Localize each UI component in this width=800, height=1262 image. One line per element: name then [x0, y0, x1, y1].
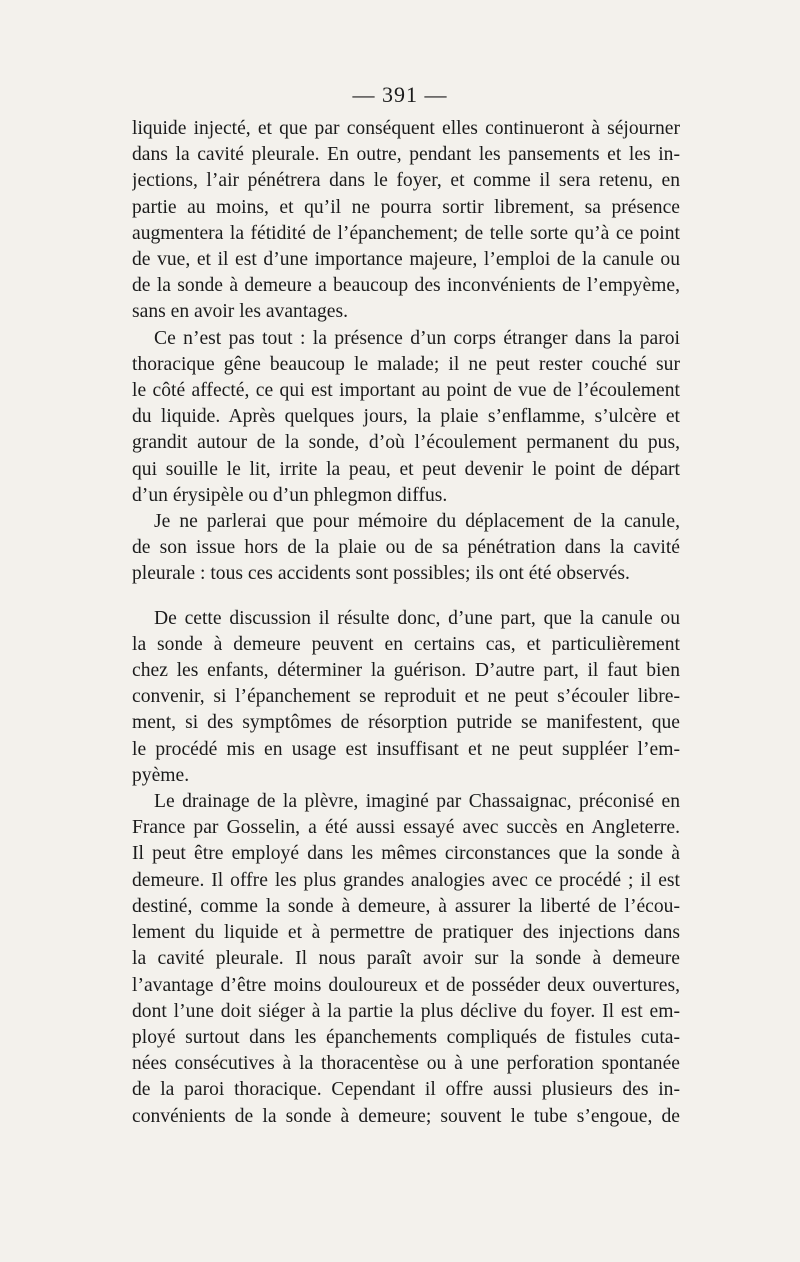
paragraph: [132, 116, 680, 326]
text-line: qui souille le lit, irrite la peau, et peut devenir le point de départ: [132, 458, 680, 480]
text-line: partie au moins, et qu’il ne pourra sortir librement, sa présence: [132, 196, 680, 218]
text-line: liquide injecté, et que par conséquent elles continueront à séjourner: [132, 118, 680, 139]
text-line: demeure. Il offre les plus grandes analogies avec ce procédé ; il est: [132, 869, 680, 891]
text-line: Je ne parlerai que pour mémoire du déplacement de la canule,: [154, 511, 680, 533]
text-line: convénients de la sonde à demeure; souvent le tube s’engoue, de: [132, 1105, 680, 1127]
text-line: grandit autour de la sonde, d’où l’écoulement permanent du pus,: [132, 432, 680, 454]
text-line: ployé surtout dans les épanchements compliqués de fistules cuta-: [132, 1026, 680, 1048]
text-line: la sonde à demeure peuvent en certains cas, et particulièrement: [132, 633, 680, 655]
text-line: destiné, comme la sonde à demeure, à assurer la liberté de l’écou-: [132, 895, 680, 917]
body-text: [132, 116, 680, 1130]
text-line: pyème.: [132, 764, 190, 786]
text-line: de vue, et il est d’une importance majeure, l’emploi de la canule ou: [132, 249, 680, 271]
text-line: lement du liquide et à permettre de pratiquer des injections dans: [132, 922, 680, 944]
text-line: sans en avoir les avantages.: [132, 301, 349, 323]
text-line: chez les enfants, déterminer la guérison. D’autre part, il faut bien: [132, 660, 680, 682]
text-line: le côté affecté, ce qui est important au point de vue de l’écoulement: [132, 380, 680, 402]
text-line: nées consécutives à la thoracentèse ou à une perforation spontanée: [132, 1053, 680, 1075]
text-line: France par Gosselin, a été aussi essayé avec succès en Angleterre.: [132, 817, 680, 839]
text-line: ment, si des symptômes de résorption putride se manifestent, que: [132, 712, 680, 734]
text-line: de la paroi thoracique. Cependant il offre aussi plusieurs des in-: [132, 1079, 680, 1101]
text-line: augmentera la fétidité de l’épanchement; de telle sorte qu’à ce point: [132, 222, 680, 244]
text-line: dont l’une doit siéger à la partie la plus déclive du foyer. Il est em-: [132, 1000, 680, 1022]
text-line: thoracique gêne beaucoup le malade; il ne peut rester couché sur: [132, 353, 680, 375]
text-line: la cavité pleurale. Il nous paraît avoir sur la sonde à demeure: [132, 948, 680, 970]
paragraph: [132, 509, 680, 588]
text-line: convenir, si l’épanchement se reproduit et ne peut s’écouler libre-: [132, 686, 680, 708]
paragraph: [132, 326, 680, 509]
text-line: Le drainage de la plèvre, imaginé par Chassaignac, préconisé en: [154, 791, 680, 813]
text-line: d’un érysipèle ou d’un phlegmon diffus.: [132, 484, 448, 506]
text-line: de la sonde à demeure a beaucoup des inconvénients de l’empyème,: [132, 275, 680, 297]
text-line: pleurale : tous ces accidents sont possibles; ils ont été observés.: [132, 563, 630, 585]
text-line: Il peut être employé dans les mêmes circonstances que la sonde à: [132, 843, 680, 865]
text-line: du liquide. Après quelques jours, la plaie s’enflamme, s’ulcère et: [132, 406, 680, 428]
text-line: le procédé mis en usage est insuffisant et ne peut suppléer l’em-: [132, 738, 680, 760]
text-line: De cette discussion il résulte donc, d’une part, que la canule ou: [154, 607, 680, 629]
page-number: — 391 —: [352, 82, 448, 107]
paragraph: [132, 606, 680, 789]
text-line: jections, l’air pénétrera dans le foyer, et comme il sera retenu, en: [132, 170, 680, 192]
text-line: dans la cavité pleurale. En outre, pendant les pansements et les in-: [132, 144, 680, 166]
paragraph: [132, 789, 680, 1130]
text-line: l’avantage d’être moins douloureux et de posséder deux ouvertures,: [132, 974, 680, 996]
text-line: Ce n’est pas tout : la présence d’un corps étranger dans la paroi: [154, 327, 680, 349]
text-line: de son issue hors de la plaie ou de sa pénétration dans la cavité: [132, 537, 680, 559]
